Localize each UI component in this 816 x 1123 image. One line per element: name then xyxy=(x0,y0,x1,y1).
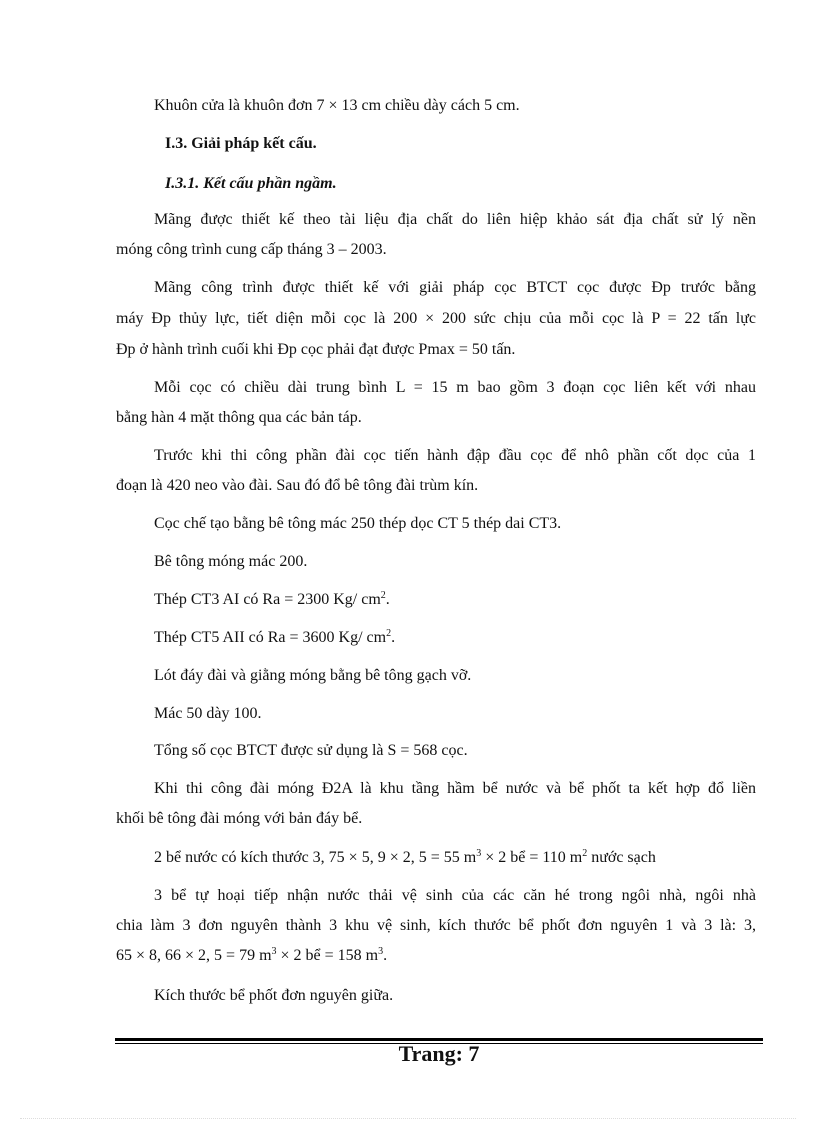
text-run: Thép CT3 AI có Ra = 2300 Kg/ cm xyxy=(154,591,381,608)
paragraph-line: máy Đp thủy lực, tiết diện mỗi cọc là 200 × 200 sức chịu của mỗi cọc là P = 22 tấn lực xyxy=(116,310,756,327)
paragraph-line: Lót đáy đài và giằng móng bằng bê tông gạch vỡ. xyxy=(154,667,472,684)
paragraph-line xyxy=(154,628,756,648)
text-run: . xyxy=(391,629,396,646)
text-run: × 2 bể = 158 m xyxy=(276,947,379,964)
paragraph-line: Đp ở hành trình cuối khi Đp cọc phải đạt được Pmax = 50 tấn. xyxy=(116,341,516,358)
superscript: 2 xyxy=(386,628,392,639)
text-run: × 2 bể = 110 m xyxy=(481,849,583,866)
paragraph-line: Mỗi cọc có chiều dài trung bình L = 15 m bao gồm 3 đoạn cọc liên kết với nhau xyxy=(154,379,756,396)
paragraph-line: Tổng số cọc BTCT được sử dụng là S = 568 cọc. xyxy=(154,742,468,759)
paragraph-line: Cọc chế tạo bằng bê tông mác 250 thép dọc CT 5 thép dai CT3. xyxy=(154,515,562,532)
paragraph-line xyxy=(116,946,756,966)
paragraph-line: Khi thi công đài móng Đ2A là khu tầng hầm bể nước và bể phốt ta kết hợp đổ liền xyxy=(154,780,756,797)
paragraph-line: Mãng công trình được thiết kế với giải pháp cọc BTCT cọc được Đp trước bằng xyxy=(154,279,756,296)
superscript: 3 xyxy=(476,848,482,859)
paragraph-line: khối bê tông đài móng với bản đáy bể. xyxy=(116,810,363,827)
paragraph-line: Khuôn cửa là khuôn đơn 7 × 13 cm chiều dày cách 5 cm. xyxy=(154,97,520,114)
superscript: 3 xyxy=(271,946,277,957)
section-heading: I.3. Giải pháp kết cấu. xyxy=(165,135,317,152)
paragraph-line: Mác 50 dày 100. xyxy=(154,705,262,722)
text-run: 2 bể nước có kích thước 3, 75 × 5, 9 × 2, 5 = 55 m xyxy=(154,849,477,866)
paragraph-line: móng công trình cung cấp tháng 3 – 2003. xyxy=(116,241,387,258)
paragraph-line: Bê tông móng mác 200. xyxy=(154,553,308,570)
paragraph-line: Trước khi thi công phần đài cọc tiến hành đập đầu cọc để nhô phần cốt dọc của 1 xyxy=(154,447,756,464)
paragraph-line: chia làm 3 đơn nguyên thành 3 khu vệ sinh, kích thước bể phốt đơn nguyên 1 và 3 là: 3, xyxy=(116,917,756,934)
paragraph-line xyxy=(154,848,756,868)
paragraph-line: đoạn là 420 neo vào đài. Sau đó đổ bê tông đài trùm kín. xyxy=(116,477,479,494)
text-run: nước sạch xyxy=(587,849,656,866)
paragraph-line: Kích thước bể phốt đơn nguyên giữa. xyxy=(154,987,394,1004)
paragraph-line: bằng hàn 4 mặt thông qua các bản táp. xyxy=(116,409,362,426)
subsection-heading: I.3.1. Kết cấu phần ngầm. xyxy=(165,175,337,192)
page-number: Trang: 7 xyxy=(398,1041,480,1066)
page-bottom-edge xyxy=(20,1118,796,1119)
text-run: . xyxy=(385,591,390,608)
text-run: . xyxy=(383,947,388,964)
superscript: 2 xyxy=(380,590,386,601)
paragraph-line: 3 bể tự hoại tiếp nhận nước thải vệ sinh của các căn hé trong ngôi nhà, ngôi nhà xyxy=(154,887,756,904)
paragraph-line: Mãng được thiết kế theo tài liệu địa chất do liên hiệp khảo sát địa chất sử lý nền xyxy=(154,211,756,228)
superscript: 3 xyxy=(378,946,384,957)
paragraph-line xyxy=(154,590,756,610)
text-run: Thép CT5 AII có Ra = 3600 Kg/ cm xyxy=(154,629,387,646)
superscript: 2 xyxy=(582,848,588,859)
text-run: 65 × 8, 66 × 2, 5 = 79 m xyxy=(116,947,272,964)
